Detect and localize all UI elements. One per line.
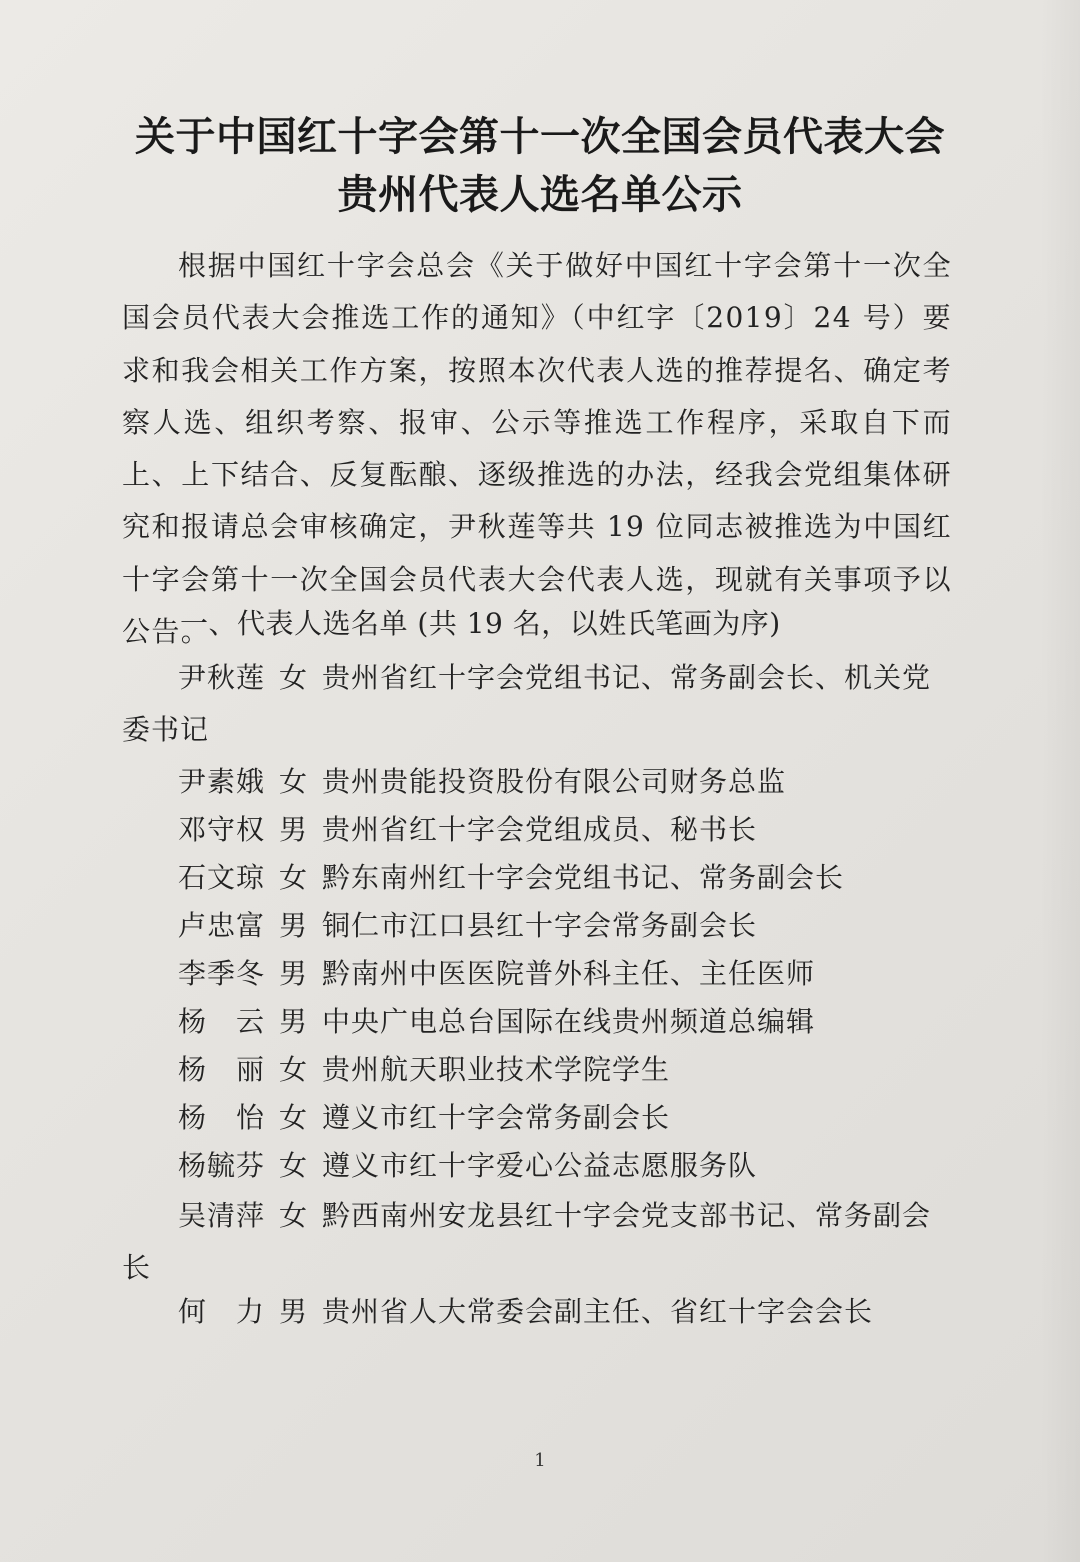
candidate-position: 黔西南州安龙县红十字会党支部书记、常务副会长 — [122, 1199, 932, 1284]
candidate-position: 贵州省人大常委会副主任、省红十字会会长 — [322, 1295, 874, 1328]
candidate-row — [122, 900, 952, 952]
candidate-position: 遵义市红十字会常务副会长 — [322, 1101, 671, 1134]
candidate-name: 尹素娥 — [178, 765, 266, 798]
candidate-gender: 男 — [279, 957, 309, 990]
page-edge-shadow — [1040, 0, 1080, 1562]
candidate-gender: 男 — [279, 1005, 309, 1038]
candidate-row — [122, 756, 952, 808]
candidate-position: 贵州贵能投资股份有限公司财务总监 — [322, 765, 787, 798]
candidate-name: 李季冬 — [178, 957, 266, 990]
candidate-gender: 女 — [279, 765, 309, 798]
candidate-position: 黔东南州红十字会党组书记、常务副会长 — [322, 861, 845, 894]
candidate-name: 石文琼 — [178, 861, 266, 894]
section-heading: 一、代表人选名单 (共 19 名，以姓氏笔画为序) — [180, 607, 781, 640]
candidate-name: 何 力 — [178, 1295, 266, 1328]
candidate-row — [122, 652, 952, 756]
candidate-name: 杨 云 — [178, 1005, 266, 1038]
candidate-row — [122, 804, 952, 856]
candidate-position: 贵州省红十字会党组书记、常务副会长、机关党委书记 — [122, 661, 932, 746]
candidate-gender: 男 — [279, 813, 309, 846]
candidate-position: 贵州航天职业技术学院学生 — [322, 1053, 671, 1086]
candidate-row — [122, 1286, 952, 1338]
candidate-gender: 女 — [279, 1199, 309, 1232]
candidate-row — [122, 852, 952, 904]
candidate-row — [122, 1140, 952, 1192]
candidate-position: 中央广电总台国际在线贵州频道总编辑 — [322, 1005, 816, 1038]
candidate-gender: 女 — [279, 1149, 309, 1182]
page-number: 1 — [534, 1450, 546, 1471]
candidate-gender: 男 — [279, 909, 309, 942]
candidate-gender: 女 — [279, 1053, 309, 1086]
candidate-row — [122, 1190, 952, 1294]
candidate-gender: 女 — [279, 1101, 309, 1134]
candidate-position: 贵州省红十字会党组成员、秘书长 — [322, 813, 758, 846]
candidate-row — [122, 996, 952, 1048]
intro-paragraph: 根据中国红十字会总会《关于做好中国红十字会第十一次全国会员代表大会推选工作的通知》（中红字〔2019〕24 号）要求和我会相关工作方案，按照本次代表人选的推荐提名、确定考察人选、组织考察、报审、公示等推选工作程序，采取自下而上、上下结合、反复酝酿、逐级推选的办法，经我会党组集体研究和报请总会审核确定，尹秋莲等共 19 位同志被推选为中国红十字会第十一次全国会员代表大会代表人选，现就有关事项予以公告。 — [122, 249, 952, 649]
candidate-name: 尹秋莲 — [178, 661, 266, 694]
candidate-name: 杨 怡 — [178, 1101, 266, 1134]
candidate-name: 卢忠富 — [178, 909, 266, 942]
candidate-gender: 男 — [279, 1295, 309, 1328]
candidate-position: 黔南州中医医院普外科主任、主任医师 — [322, 957, 816, 990]
candidate-row — [122, 948, 952, 1000]
candidate-gender: 女 — [279, 861, 309, 894]
document-title-line-1: 关于中国红十字会第十一次全国会员代表大会 — [135, 114, 945, 160]
candidate-row — [122, 1044, 952, 1096]
candidate-name: 杨毓芬 — [178, 1149, 266, 1182]
candidate-name: 吴清萍 — [178, 1199, 266, 1232]
candidate-gender: 女 — [279, 661, 309, 694]
candidate-row — [122, 1092, 952, 1144]
document-title-line-2: 贵州代表人选名单公示 — [337, 172, 743, 218]
candidate-position: 铜仁市江口县红十字会常务副会长 — [322, 909, 758, 942]
candidate-position: 遵义市红十字爱心公益志愿服务队 — [322, 1149, 758, 1182]
candidate-name: 杨 丽 — [178, 1053, 266, 1086]
candidate-name: 邓守权 — [178, 813, 266, 846]
